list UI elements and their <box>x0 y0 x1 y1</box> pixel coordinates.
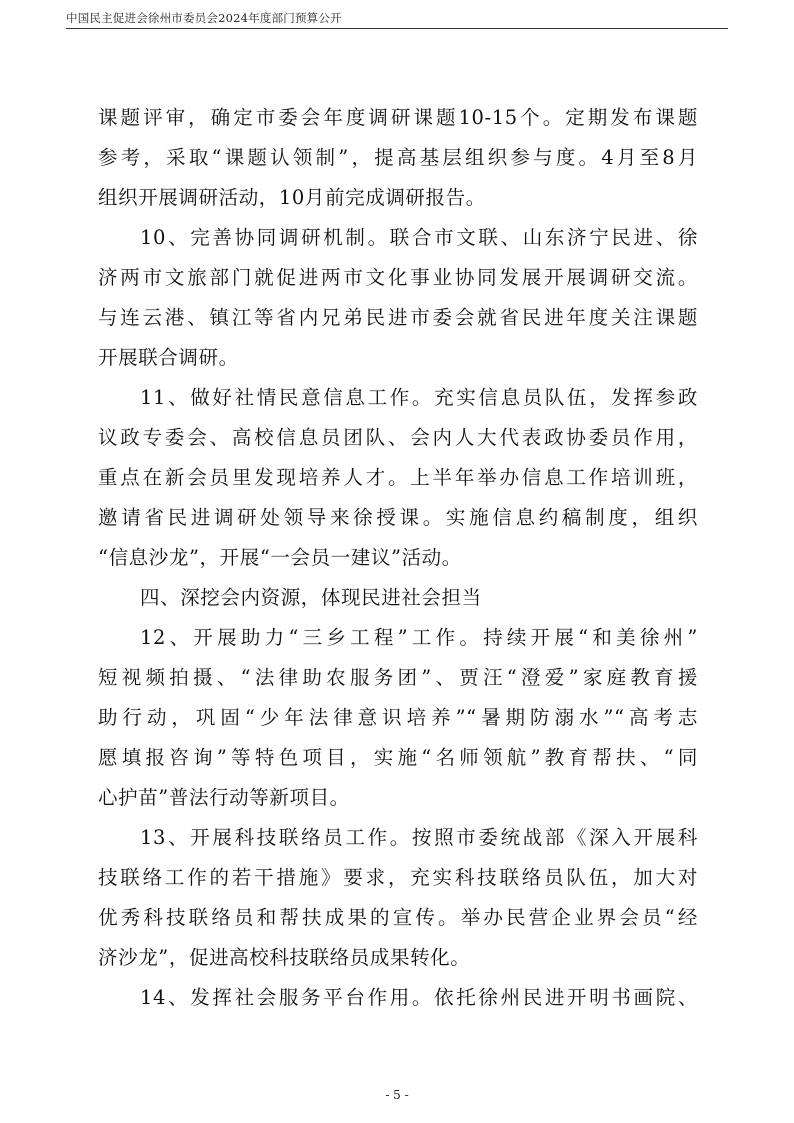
page-header: 中国民主促进会徐州市委员会2024年度部门预算公开 <box>66 11 342 25</box>
paragraph-line: 优秀科技联络员和帮扶成果的宣传。举办民营企业界会员“经 <box>98 906 698 929</box>
paragraph-line: 邀请省民进调研处领导来徐授课。实施信息约稿制度，组织 <box>98 506 698 529</box>
paragraph-line: 组织开展调研活动，10月前完成调研报告。 <box>98 186 486 209</box>
paragraph-line: 短视频拍摄、“法律助农服务团”、贾汪“澄爱”家庭教育援 <box>98 666 698 689</box>
paragraph-line: 济两市文旅部门就促进两市文化事业协同发展开展调研交流。 <box>98 266 698 289</box>
paragraph-line: 技联络工作的若干措施》要求，充实科技联络员队伍，加大对 <box>98 866 698 889</box>
paragraph-line: 助行动，巩固“少年法律意识培养”“暑期防溺水”“高考志 <box>98 706 698 729</box>
paragraph-line: 议政专委会、高校信息员团队、会内人大代表政协委员作用， <box>98 426 698 449</box>
paragraph-line: 参考，采取“课题认领制”，提高基层组织参与度。4月至8月 <box>98 146 698 169</box>
paragraph-line: 10、完善协同调研机制。联合市文联、山东济宁民进、徐 <box>140 226 698 249</box>
header-divider <box>66 28 728 29</box>
paragraph-line: “信息沙龙”，开展“一会员一建议”活动。 <box>98 546 462 569</box>
document-body <box>98 98 698 1018</box>
paragraph-line: 课题评审，确定市委会年度调研课题10-15个。定期发布课题 <box>98 106 698 129</box>
paragraph-line: 重点在新会员里发现培养人才。上半年举办信息工作培训班， <box>98 466 698 489</box>
paragraph-line: 12、开展助力“三乡工程”工作。持续开展“和美徐州” <box>140 626 698 649</box>
paragraph-line: 开展联合调研。 <box>98 346 239 369</box>
page-number: - 5 - <box>385 1088 409 1102</box>
paragraph-line: 与连云港、镇江等省内兄弟民进市委会就省民进年度关注课题 <box>98 306 698 329</box>
paragraph-line: 心护苗”普法行动等新项目。 <box>98 786 350 809</box>
section-heading: 四、深挖会内资源，体现民进社会担当 <box>140 586 482 609</box>
paragraph-line: 13、开展科技联络员工作。按照市委统战部《深入开展科 <box>140 826 698 849</box>
paragraph-line: 愿填报咨询”等特色项目，实施“名师领航”教育帮扶、“同 <box>98 746 698 769</box>
paragraph-line: 14、发挥社会服务平台作用。依托徐州民进开明书画院、 <box>140 986 698 1009</box>
paragraph-line: 济沙龙”，促进高校科技联络员成果转化。 <box>98 946 471 969</box>
paragraph-line: 11、做好社情民意信息工作。充实信息员队伍，发挥参政 <box>140 386 698 409</box>
